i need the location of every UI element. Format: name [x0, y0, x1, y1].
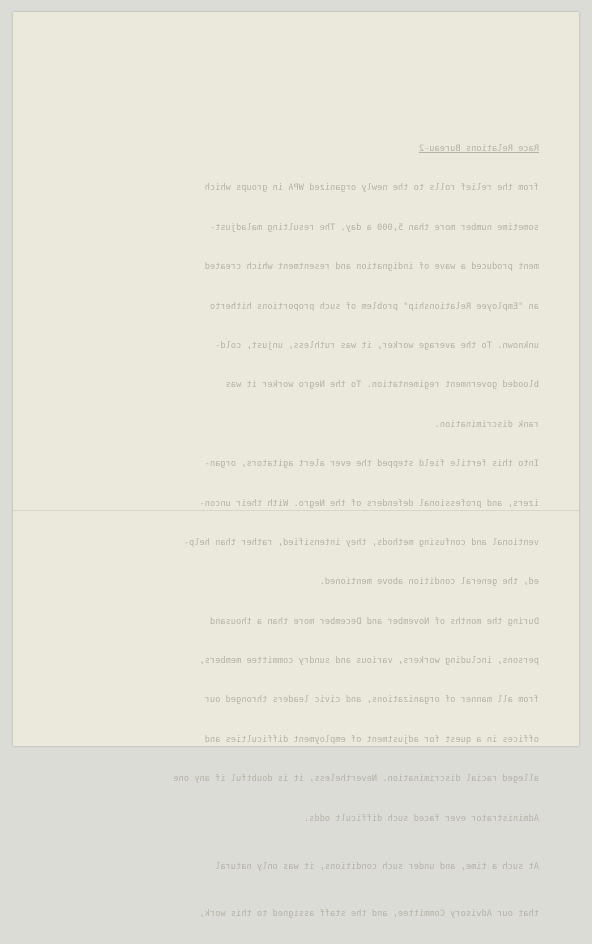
text-line: alleged racial discrimination. Nevertheless, it is doubtful if any one	[173, 774, 539, 785]
text-line: During the months of November and December more than a thousand	[209, 616, 539, 627]
text-line: Into this fertile field stepped the ever alert agitators, organ-	[204, 459, 539, 470]
bleed-through-text	[57, 120, 539, 944]
text-line: rank discrimination.	[434, 419, 539, 430]
text-line: blooded government regimentation. To the Negro worker it was	[225, 380, 539, 391]
document-page	[13, 12, 579, 920]
text-line: izers, and professional defenders of the Negro. With their uncon-	[199, 498, 539, 509]
text-line: that our Advisory Committee, and the staff assigned to this work,	[199, 909, 539, 920]
text-line: from the relief rolls to the newly organized WPA in groups which	[204, 183, 539, 194]
text-line: Administrator ever faced such difficult odds.	[303, 813, 539, 824]
text-line: offices in a quest for adjustment of employment difficulties and	[204, 734, 539, 745]
text-line: sometime number more than 5,000 a day. The resulting maladjust-	[209, 222, 539, 233]
text-line: ed, the general condition above mentioned.	[319, 577, 539, 588]
text-line: At such a time, and under such conditions, it was only natural	[215, 862, 539, 873]
text-line: ment produced a wave of indignation and resentment which created	[204, 262, 539, 273]
text-line: persons, including workers, various and sundry committee members,	[199, 656, 539, 667]
text-line: ventional and confusing methods, they intensified, rather than help-	[183, 537, 539, 548]
text-line: an "Employee Relationship" problem of such proportions hitherto	[209, 301, 539, 312]
document-heading: Race Relations Bureau-2	[418, 144, 539, 154]
text-line: unknown. To the average worker, it was ruthless, unjust, cold-	[215, 340, 539, 351]
text-line: from all manner of organizations, and civic leaders thronged our	[204, 695, 539, 706]
